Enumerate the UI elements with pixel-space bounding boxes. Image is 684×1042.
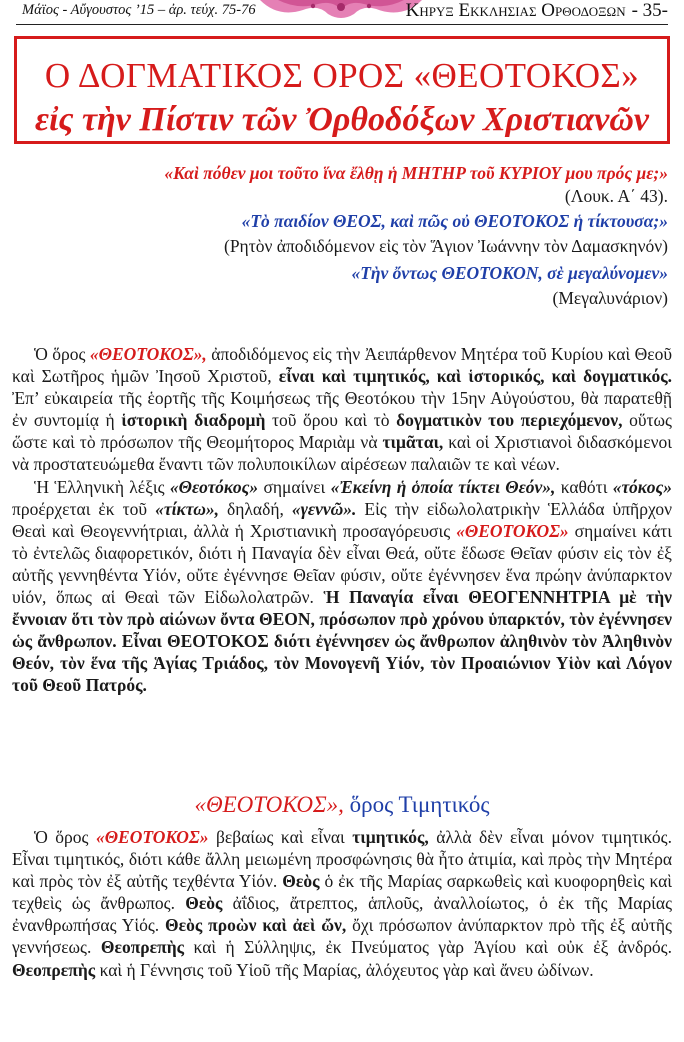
quote-1-source: (Λουκ. Α΄ 43). [564, 186, 668, 206]
text: καὶ ἡ Γέννησις τοῦ Υἱοῦ τῆς Μαρίας, ἀλόχευτος γὰρ καὶ ἄνευ ὠδίνων. [95, 959, 594, 980]
text: Ἡ Ἑλληνικὴ λέξις [34, 476, 170, 497]
section-heading [0, 792, 684, 818]
text: προέρχεται ἐκ τοῦ [12, 498, 156, 519]
bold-text: εἶναι καὶ τιμητικός, καὶ ἱστορικός, καὶ δογματικός. [278, 366, 672, 387]
bold-text: Θεοπρεπὴς [12, 959, 96, 980]
heading-term: «ΘΕΟΤΟΚΟΣ», [194, 792, 344, 817]
text: καθότι [555, 476, 613, 497]
text: ἀλλὰ δὲν εἶναι μόνον τιμητικός. Εἶναι τιμητικός, διότι κάθε ἄλλη μειωμένη προσφώνησις θὰ ἦτο ἀτιμία, καὶ πρὸς τὴν Μητέρα καὶ πρὸς τὸν ἐξ αὐτῆς τεχθέντα Υἱόν. [12, 827, 672, 892]
article-body-1 [12, 343, 672, 697]
bold-text: Ἡ Παναγία εἶναι ΘΕΟΓΕΝΝΗΤΡΙΑ μὲ τὴν ἔννοιαν ὅτι τὸν πρὸ αἰώνων ὄντα ΘΕΟΝ, πρόσωπον πρὸ χρόνου ὑπαρκτόν, τὸν ἐγέννησεν ὡς ἄνθρωπον. Εἶναι ΘΕΟΤΟΚΟΣ διότι ἐγέννησεν ὡς ἄνθρωπον ἀληθινὸν τὸν Ἀληθινὸν Θεόν, τὸν ἕνα τῆς Ἁγίας Τριάδος, τὸν Μονογενῆ Υἱόν, τὸν Προαιώνιον Υἱὸν καὶ Λόγον τοῦ Θεοῦ Πατρός. [12, 587, 672, 696]
heading-text: ὅρος Τιμητικός [343, 792, 490, 817]
bold-text: Θεοπρεπὴς [100, 937, 185, 958]
bold-italic-text: «τίκτω», [155, 498, 220, 519]
text: Εἰς τὴν εἰδωλολατρικὴν Ἑλλάδα ὑπῆρχον Θεαὶ καὶ Θεογεννήτριαι, ἀλλὰ ἡ Χριστιανικὴ προσαγόρευσις [12, 498, 672, 541]
quote-1: «Καὶ πόθεν μοι τοῦτο ἵνα ἔλθῃ ἡ ΜΗΤΗΡ τοῦ ΚΥΡΙΟΥ μου πρός με;» [164, 163, 668, 183]
text: Ἐπ’ εὐκαιρεία τῆς ἑορτῆς τῆς Κοιμήσεως τῆς Θεοτόκου τὴν 15ην Αὐγούστου, θὰ παρατεθῇ ἐν συντομίᾳ ἡ [12, 388, 672, 431]
journal-name: Κηρυξ Εκκλησιας Ορθοδοξων [405, 0, 626, 21]
text: Ὁ ὅρος [34, 344, 90, 364]
quote-2-source: (Ρητὸν ἀποδιδόμενον εἰς τὸν Ἅγιον Ἰωάννην τὸν Δαμασκηνόν) [224, 236, 668, 256]
bold-text: Θεὸς [185, 893, 223, 914]
text: καὶ οἱ Χριστιανοὶ διδασκόμενοι νὰ προστατευώμεθα ἔναντι τῶν πολυποικίλων αἱρέσεων παλαιῶν τε καὶ νέων. [12, 432, 673, 475]
decorative-ornament-icon [258, 0, 424, 22]
quote-3: «Τὴν ὄντως ΘΕΟΤΟΚΟΝ, σὲ μεγαλύνομεν» [351, 263, 668, 283]
page-number: - 35- [631, 0, 668, 21]
paragraph-1 [12, 343, 672, 476]
journal-header [406, 0, 668, 22]
bold-italic-text: «γεννῶ». [291, 498, 357, 519]
title-frame [14, 36, 670, 144]
bold-text: ἱστορικὴ διαδρομὴ [121, 410, 266, 431]
issue-info: Μάϊος - Αὔγουστος ’15 – ἀρ. τεύχ. 75-76 [22, 2, 256, 18]
text: τοῦ ὅρου καὶ τὸ [265, 410, 397, 431]
text: ἀποδιδόμενος εἰς τὴν Ἀειπάρθενον Μητέρα τοῦ Κυρίου καὶ Θεοῦ καὶ Σωτῆρος ἡμῶν Ἰησοῦ Χριστοῦ, [12, 344, 672, 387]
quote-3-source: (Μεγαλυνάριον) [552, 288, 668, 308]
page-title: Ο ΔΟΓΜΑΤΙΚΟΣ ΟΡΟΣ «ΘΕΟΤΟΚΟΣ» [44, 56, 640, 95]
bold-italic-text: «Ἐκείνη ἡ ὁποία τίκτει Θεόν», [330, 476, 556, 497]
text: βεβαίως καὶ εἶναι [208, 827, 353, 847]
page-subtitle: εἰς τὴν Πίστιν τῶν Ὀρθοδόξων Χριστιανῶν [35, 101, 649, 138]
bold-text: τιμᾶται, [382, 432, 444, 453]
bold-text: Θεὸς προὼν καὶ ἀεὶ ὤν, [165, 915, 347, 936]
text: δηλαδή, [219, 498, 292, 519]
bold-text: Θεὸς [282, 871, 320, 892]
bold-italic-text: «τόκος» [612, 476, 672, 497]
bold-italic-text: «Θεοτόκος» [169, 476, 259, 497]
paragraph-3 [12, 826, 672, 981]
term-theotokos: «ΘΕΟΤΟΚΟΣ» [95, 827, 209, 847]
article-body-2 [12, 826, 672, 981]
bold-text: δογματικὸν του περιεχόμενον, [396, 410, 623, 431]
text: ὁ ἐκ τῆς Μαρίας σαρκωθεὶς καὶ κυοφορηθεὶς καὶ τεχθεὶς ὡς ἄνθρωπος. [12, 871, 673, 914]
header-divider [16, 24, 668, 25]
term-theotokos: «ΘΕΟΤΟΚΟΣ», [89, 344, 207, 364]
term-theotokos: «ΘΕΟΤΟΚΟΣ» [456, 520, 569, 541]
bold-text: τιμητικός, [352, 827, 429, 847]
text: Ὁ ὅρος [34, 827, 96, 847]
text: σημαίνει κάτι τὸ ἐντελῶς διαφορετικόν, διότι ἡ Παναγία δὲν εἶναι Θεά, οὔτε ἔδωσε Θεῖαν φύσιν εἰς τὸν ἐξ αὐτῆς γεννηθέντα Υἱόν, οὔτε ἐγέννησε Θεῖαν φύσιν, οὔτε ἐγέννησεν ἕνα πρώην ἀνύπαρκτον υἱόν, ὅπως αἱ Θεαὶ τῶν Εἰδωλολατρῶν. [12, 520, 672, 608]
text: καὶ ἡ Σύλληψις, ἐκ Πνεύματος γὰρ Ἁγίου καὶ οὐκ ἐξ ἀνδρός. [184, 937, 672, 958]
paragraph-2 [12, 476, 672, 697]
text: σημαίνει [258, 476, 331, 497]
text: οὕτως ὥστε καὶ τὸ πρόσωπον τῆς Θεομήτορος Μαριὰμ νὰ [12, 410, 672, 453]
text: ἀΐδιος, ἄτρεπτος, ἁπλοῦς, ἀναλλοίωτος, ὁ ἐκ τῆς Μαρίας ἐνανθρωπήσας Υἱός. [12, 893, 672, 936]
text: ὄχι πρόσωπον ἀνύπαρκτον πρὸ τῆς ἐξ αὐτῆς γεννήσεως. [12, 915, 672, 958]
quote-2: «Τὸ παιδίον ΘΕΟΣ, καὶ πῶς οὐ ΘΕΟΤΟΚΟΣ ἡ τίκτουσα;» [241, 211, 668, 231]
